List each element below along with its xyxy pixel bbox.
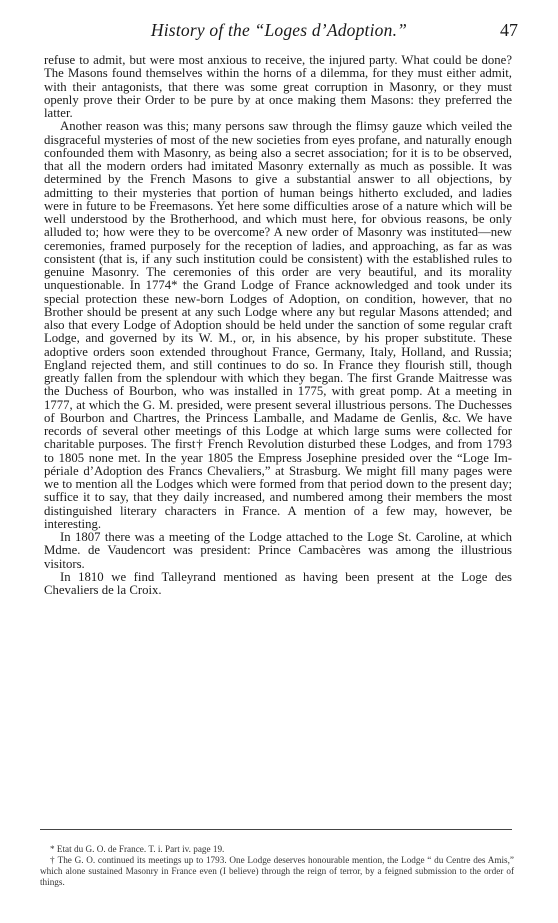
footnote: * Etat du G. O. de France. T. i. Part iv. page 19.: [50, 844, 225, 854]
paragraph: refuse to admit, but were most anxious to receive, the injured party. What could be done? The Masons found themselves within the horns of a dilemma, for they must either admit, with their antagonists, that there was some great corruption in Masonry, or they must openly prove their Order to be pure by at once making them Masons: they preferred the latter.: [44, 53, 512, 120]
footnote: † The G. O. continued its meetings up to 1793. One Lodge deserves honourable mention, the Lodge “ du Centre des Amis,” which alone sustained Masonry in France even (I believe) through the reign of terror, by a feigned submission to the order of things.: [40, 855, 514, 887]
footnote-divider: [40, 829, 512, 830]
paragraph: In 1810 we find Talleyrand mentioned as having been present at the Loge des Chevaliers de la Croix.: [44, 569, 512, 597]
footnotes: [40, 844, 514, 888]
running-title: History of the “Loges d’Adoption.”: [150, 20, 408, 40]
main-text: [44, 54, 512, 597]
paragraph: Another reason was this; many persons saw through the flimsy gauze which veiled the disgraceful mysteries of most of the new societies from eyes profane, and naturally enough confounded them with Masonry, as being also a secret association; for it is to be observed, that all the modern orders had imitated Masonry externally as much as possible. It was determined by the French Masons to give a substantial answer to all objections, by admitting to their mysteries that portion of human beings hitherto excluded, and ladies were in future to be Freemasons. Yet here some difficulties arose of a nature which will be well understood by the Brotherhood, and which must here, for obvious reasons, be only alluded to; how were they to be overcome? A new order of Masonry was instituted—new ceremonies, framed purposely for the reception of ladies, and approaching, as far as was consistent (that is, if any such institution could be consistent) with the established rules to genuine Masonry. The ceremonies of this order are very beautiful, and its morality unquestionable. In 1774* the Grand Lodge of France acknowledged and took under its special protection these new-born Lodges of Adoption, on condition, however, that no Brother should be present at any such Lodge where any but regular Masons attended; and also that every Lodge of Adoption should be held under the sanction of some regular craft Lodge, and governed by its W. M., or, in his absence, by his proper substitute. These adoptive orders soon extended throughout France, Germany, Italy, Holland, and Russia; England rejected them, and still continues to do so. In France they flourish still, though greatly fallen from the splendour with which they began. The first Grande Maitresse was the Duchess of Bourbon, who was installed in 1775, with great pomp. At a meeting in 1777, at which the G. M. presided, were present several illustrious persons. The Duchesses of Bourbon and Chartres, the Princess Lamballe, and Madame de Genlis, &c. We have records of several other meetings of this Lodge at which large sums were collected for charitable purposes. The first† French Revolution disturbed these Lodges, and from 1793 to 1805 none met. In the year 1805 the Empress Josephine presided over the “Loge Impériale d’Adoption des Francs Chevaliers,” at Strasburg. We might fill many pages were we to mention all the Lodges which were formed from that period down to the present day; suffice it to say, that they daily increased, and numbered among their members the most distinguished literary characters in France. A mention of a few may, however, be interesting.: [44, 119, 512, 531]
paragraph: In 1807 there was a meeting of the Lodge attached to the Loge St. Caroline, at which Mdme. de Vaudencort was president: Prince Cambacères was among the illustrious visitors.: [44, 530, 512, 571]
page-header: [40, 14, 518, 44]
page-number: 47: [500, 20, 518, 40]
